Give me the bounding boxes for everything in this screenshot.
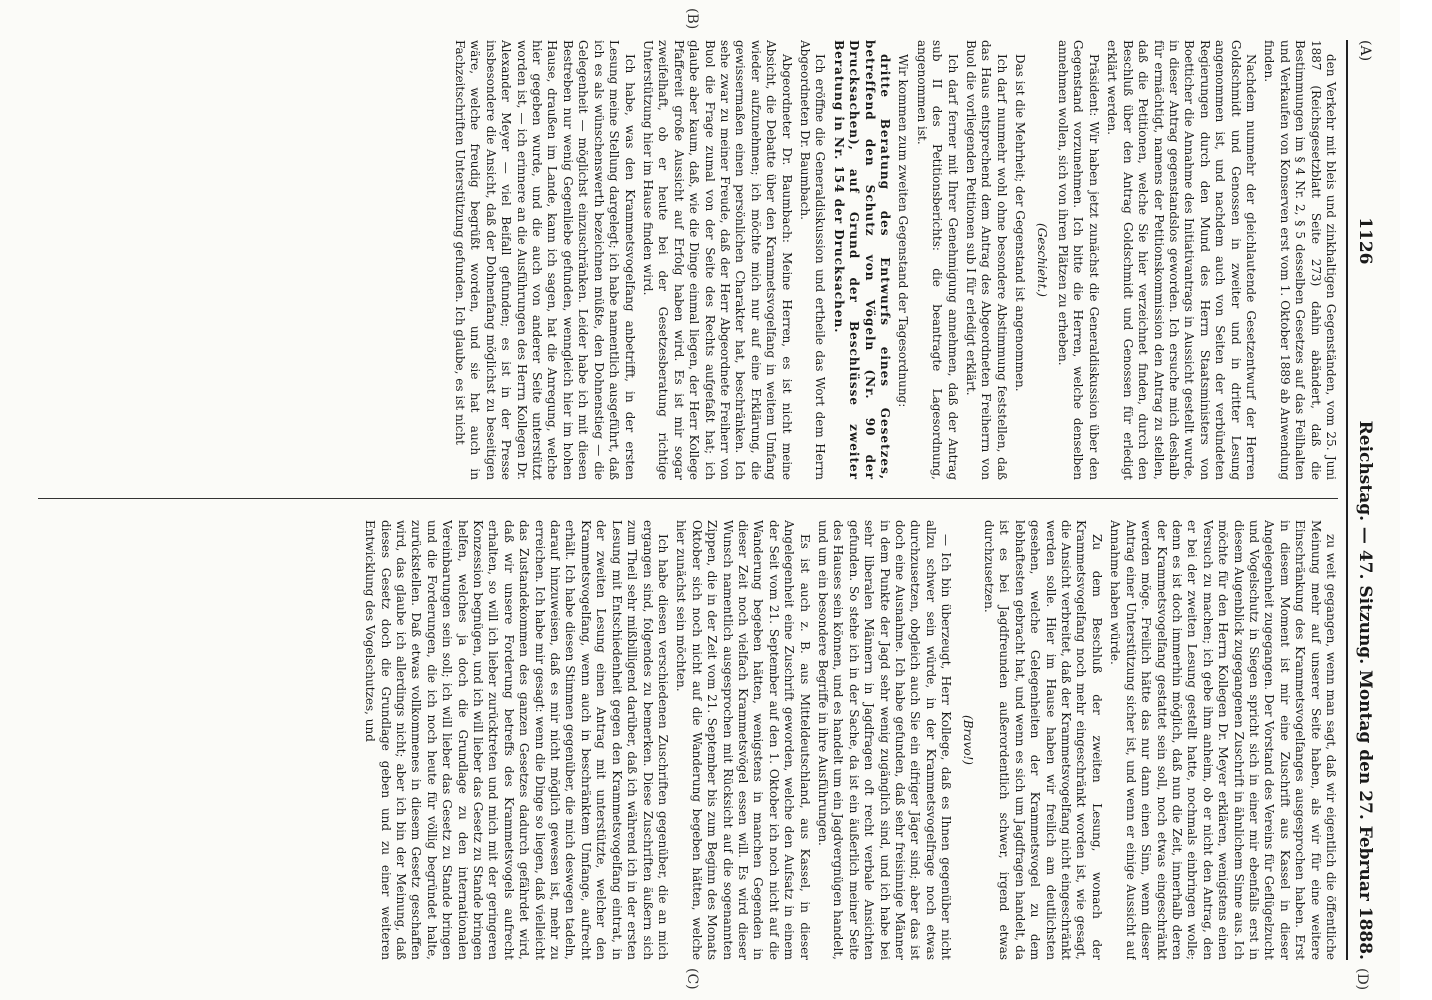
paragraph: Zu dem Beschluß der zweiten Lesung, wonach der Krammetsvogelfang noch mehr eingeschränkt worden ist, wie gesagt, die Ansicht verbreitet, daß der Krammetsvogelfang nicht eingeschränkt werden solle. Hier im Hause haben wir freilich am deutlichsten gesehen, welche Gelegenheiten der Krammetsvogel zu dem lebhaftesten gebracht hat, und wenn es sich um Jagdfragen handelt, da ist es bei Jagdfreunden außerordentlich schwer, irgend etwas durchzusetzen.	[982, 520, 1104, 960]
left-column	[38, 40, 1338, 480]
margin-mark-a: (A)	[1357, 40, 1373, 62]
paragraph: zu weit gegangen, wenn man sagt, daß wir eigentlich die öffentliche Meinung mehr auf unserer Seite haben, als wir für eine weitere Einschränkung des Krammetsvogelfanges ausgesprochen haben. Erst in diesem Moment ist mir eine Zuschrift aus Kassel in dieser Angelegenheit zugegangen. Der Vorstand des Vereins für Geflügelzucht und Vogelschutz in Siegen spricht sich in einer mir ebenfalls erst in diesem Augenblick zugegangenen Zuschrift in ähnlichem Sinne aus. Ich möchte für den Herrn Kollegen Dr. Meyer erklären, wenigstens einen Versuch zu machen; ich gebe ihm anheim, ob er nicht den Antrag, den er bei der zweiten Lesung gestellt hatte, nochmals einbringen wolle; denn es ist doch immerhin möglich, daß nun die Zeit, innerhalb deren der Krammetsvogelfang gestattet sein soll, noch etwas eingeschränkt werden möge. Freilich hätte das nur dann einen Sinn, wenn dieser Antrag einer Unterstützung sicher ist, und wenn er einige Aussicht auf Annahme haben würde.	[1108, 520, 1338, 960]
page-number: 1126	[1355, 217, 1375, 265]
paragraph: Abgeordneter Dr. Baumbach: Meine Herren, es ist nicht meine Absicht, die Debatte über den Krammetsvogelfang in weitem Umfang wieder aufzunehmen; ich möchte mich nur auf eine Erklärung, die gewissermaßen einen persönlichen Charakter hat, beschränken. Ich sehe zwar zu meiner Freude, daß der Herr Abgeordnete Freiherr von Buol die Frage zumal von der Seite des Rechts aufgefaßt hat; ich glaube aber kaum, daß, wie die Dinge einmal liegen, der Herr Kollege Pfaffereit große Aussicht auf Erfolg haben wird. Es ist mir sogar zweifelhaft, ob er heute bei der Gesetzesberatung richtige Unterstützung hier im Hause finden wird.	[640, 40, 794, 480]
right-column	[38, 520, 1338, 960]
paragraph: Wir kommen zum zweiten Gegenstand der Tagesordnung:	[896, 54, 911, 408]
paragraph: den Verkehr mit bleis und zinkhaltigen Gegenständen, vom 25. Juni 1887 (Reichsgesetzblatt Seite 273) dahin abändert, daß die Bestimmungen im § 4 Nr. 2, § 5 desselben Gesetzes auf das Feilhalten und Verkaufen von Konserven erst vom 1. Oktober 1889 ab Anwendung finden.	[1262, 40, 1338, 480]
paragraph: Ich habe diesen verschiedenen Zuschriften gegenüber, die an mich ergangen sind, folgendes zu bemerken. Diese Zuschriften äußern sich zum Theil sehr mißbilligend darüber, daß ich während ich in der ersten Lesung mit Entschiedenheit gegen den Krammetsvogelfang eintrat, in der zweiten Lesung einen Antrag mit unterstützte, welcher den Krammetsvogelfang, wenn auch in beschränktem Umfange, aufrecht erhält. Ich habe diesen Stimmen gegenüber, die mich deswegen tadeln, darauf hinzuweisen, daß es mir nicht möglich gewesen ist, mehr zu erreichen. Ich habe mir gesagt: wenn die Dinge so liegen, daß vielleicht das Zustandekommen des ganzen Gesetzes dadurch gefährdet wird, daß wir unsere Forderung betreffs des Krammetsvogels aufrecht erhalten, so will ich lieber zurücktreten und mich mit der geringeren Konzession begnügen, und ich will lieber das Gesetz zu Stande bringen helfen, welches ja doch die Grundlage zu den internationalen Vereinbarungen sein soll; ich will lieber das Gesetz zu Stande bringen und die Forderungen, die ich noch heute für völlig begründet halte, zurückstellen. Daß etwas vollkommenes in diesem Gesetz geschaffen wird, das glaube ich allerdings nicht; aber ich bin der Meinung, daß dieses Gesetz doch die Grundlage geben und zu einer weiteren Entwicklung des Vogelschutzes, und	[363, 520, 670, 960]
running-title: Reichstag. — 47. Sitzung. Montag den 27. Februar 1888.	[1355, 420, 1375, 960]
agenda-heading: dritte Beratung des Entwurfs eines Gesetzes, betreffend den Schutz von Vögeln (Nr. 90 der Drucksachen), auf Grund der Beschlüsse zweiter Beratung in Nr. 154 der Drucksachen.	[831, 40, 893, 480]
paragraph: Ich darf ferner mit Ihrer Genehmigung annehmen, daß der Antrag sub II des Petitionsberichts: die beantragte Lagesordnung, angenommen ist.	[914, 40, 960, 480]
margin-mark-d: (D)	[1354, 968, 1370, 991]
paragraph: Das ist die Mehrheit; der Gegenstand ist angenommen.	[1013, 54, 1028, 392]
page-header	[1346, 40, 1382, 960]
margin-mark-c: (C)	[684, 968, 700, 990]
column-divider	[38, 498, 1338, 499]
paragraph: Nachdem nunmehr der gleichlautende Gesetzentwurf der Herren Goldschmidt und Genossen in zweiter und in dritter Lesung angenommen ist, und nachdem auch von Seiten der verbündeten Regierungen durch den Mund des Herrn Staatsministers von Boetticher die Annahme des Initiativantrags in Aussicht gestellt wurde, in dieser Antrag gegenstandslos geworden. Ich ersuche mich deshalb für ermächtigt, namens der Petitionskommission den Antrag zu stellen, daß die Petitionen, welche Sie hier verzeichnet finden, durch den Beschluß über den Antrag Goldschmidt und Genossen für erledigt erklärt werden.	[1105, 40, 1258, 480]
paragraph: (Bravo!)	[960, 715, 975, 765]
paragraph: Ich habe, was den Krammetsvogelfang anbetrifft, in der ersten Lesung meine Stellung dargelegt; ich habe namentlich ausgeführt, daß ich es als wünschenswerth bezeichnen müßte, den Dohnenstieg — die Gelegenheit — möglichst einzuschränken. Leider habe ich mit diesen Bestreben nur wenig Gegenliebe gefunden, wenngleich hier im hohen Hause, draußen im Lande, kann ich sagen, hat die Anregung, welche hier gegeben wurde, und die auch von anderer Seite unterstützt worden ist, — ich erinnere an die Ausführungen des Herrn Kollegen Dr. Alexander Meyer — viel Beifall gefunden; es ist in der Presse insbesondere die Ansicht, daß der Dohnenfang möglichst zu beseitigen wäre, welche freudig begrüßt worden, und sie hat auch in Fachzeitschriften Unterstützung gefunden. Ich glaube, es ist nicht	[453, 40, 637, 480]
paragraph: (Geschieht.)	[1034, 223, 1049, 297]
paragraph: Ich eröffne die Generaldiskussion und ertheile das Wort dem Herrn Abgeordneten Dr. Baumbach.	[798, 40, 828, 480]
paragraph: — Ich bin überzeugt, Herr Kollege, daß es Ihnen gegenüber nicht allzu schwer sein würde, in der Krammetsvogelfrage noch etwas durchzusetzen, obgleich auch Sie ein eifriger Jäger sind; aber das ist doch eine Ausnahme. Ich habe gefunden, daß sehr freisinnige Männer in dem Punkte der Jagd sehr wenig zugänglich sind, und ich habe bei sehr liberalen Männern in Jagdfragen oft recht verbale Ansichten gefunden. So stehe ich in der Sache, da ist ein äußerlich meiner Seite des Hauses sein können, und es handelt um ein Jagdvergnügen handelt, und um ein besondere Begriffe in ihre Ausführungen.	[816, 520, 954, 960]
paragraph: Präsident: Wir haben jetzt zunächst die Generaldiskussion über den Gegenstand vorzunehmen. Ich bitte die Herren, welche denselben annehmen wollen, sich von ihren Plätzen zu erheben.	[1056, 40, 1101, 480]
margin-mark-b: (B)	[684, 8, 700, 30]
paragraph: Es ist auch z. B. aus Mitteldeutschland, aus Kassel, in dieser Angelegenheit eine Zuschrift geworden, welche den Aufsatz in einem der Seit vom 21. September auf den 1. Oktober ich noch nicht auf die Wanderung begeben hätten, wenigstens in manchen Gegenden in dieser Zeit noch vielfach Krammetsvögel essen will. Es wird dieser Wunsch namentlich ausgesprochen mit Rücksicht auf die sogenannten Zippen, die in der Zeit vom 21. September bis zum Beginn des Monats Oktober sich noch nicht auf die Wanderung begeben hätten, welche hier zunächst sein möchten.	[674, 520, 812, 960]
paragraph: Ich darf nunmehr wohl ohne besondere Abstimmung feststellen, daß das Haus entsprechend dem Antrag des Abgeordneten Freiherrn von Buol die vorliegenden Petitionen sub I für erledigt erklärt.	[964, 40, 1009, 480]
